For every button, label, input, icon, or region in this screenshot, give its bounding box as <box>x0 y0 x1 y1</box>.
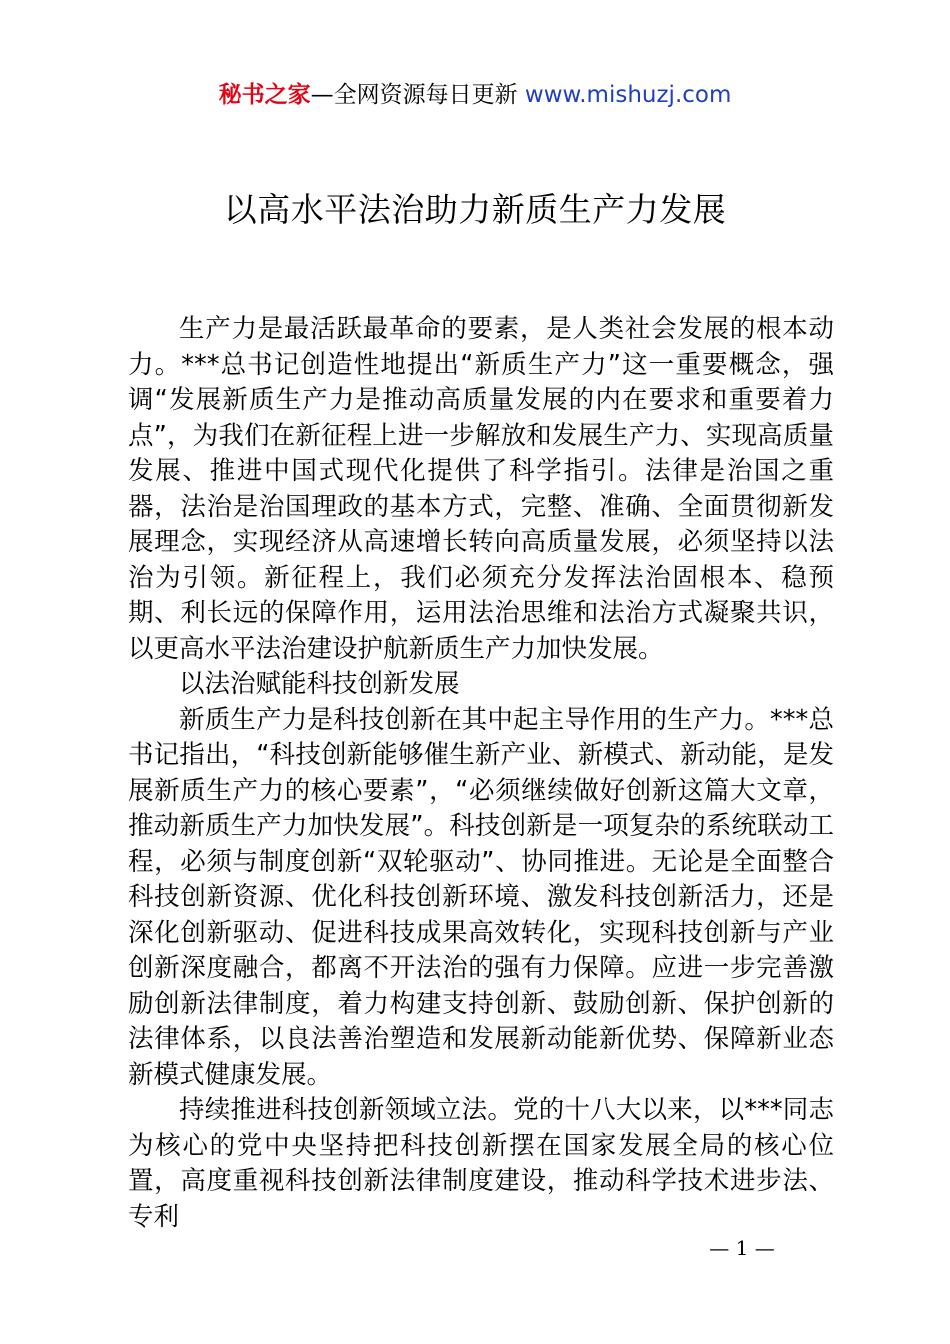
section-heading: 以法治赋能科技创新发展 <box>179 669 460 699</box>
site-slogan: —全网资源每日更新 <box>310 82 518 108</box>
paragraph-legislation: 持续推进科技创新领域立法。党的十八大以来，以***同志为核心的党中央坚持把科技创新摆在国家发展全局的核心位置，高度重视科技创新法律制度建设，推动科学技术进步法、专利 <box>128 1095 834 1232</box>
document-body <box>128 312 834 1235</box>
site-url-link[interactable]: www.mishuzj.com <box>524 82 732 108</box>
paragraph-intro: 生产力是最活跃最革命的要素，是人类社会发展的根本动力。***总书记创造性地提出“新质生产力”这一重要概念，强调“发展新质生产力是推动高质量发展的内在要求和重要着力点”，为我们在新征程上进一步解放和发展生产力、实现高质量发展、推进中国式现代化提供了科学指引。法律是治国之重器，法治是治国理政的基本方式，完整、准确、全面贯彻新发展理念，实现经济从高速增长转向高质量发展，必须坚持以法治为引领。新征程上，我们必须充分发挥法治固根本、稳预期、利长远的保障作用，运用法治思维和法治方式凝聚共识，以更高水平法治建设护航新质生产力加快发展。 <box>128 314 834 664</box>
document-title: 以高水平法治助力新质生产力发展 <box>223 190 727 229</box>
site-header <box>0 78 950 112</box>
site-brand: 秘书之家 <box>218 82 311 108</box>
page-number: — 1 — <box>709 1236 775 1260</box>
paragraph-tech-innovation: 新质生产力是科技创新在其中起主导作用的生产力。***总书记指出，“科技创新能够催生新产业、新模式、新动能，是发展新质生产力的核心要素”，“必须继续做好创新这篇大文章，推动新质生产力加快发展”。科技创新是一项复杂的系统联动工程，必须与制度创新“双轮驱动”、协同推进。无论是全面整合科技创新资源、优化科技创新环境、激发科技创新活力，还是深化创新驱动、促进科技成果高效转化，实现科技创新与产业创新深度融合，都离不开法治的强有力保障。应进一步完善激励创新法律制度，着力构建支持创新、鼓励创新、保护创新的法律体系，以良法善治塑造和发展新动能新优势、保障新业态新模式健康发展。 <box>128 704 834 1090</box>
